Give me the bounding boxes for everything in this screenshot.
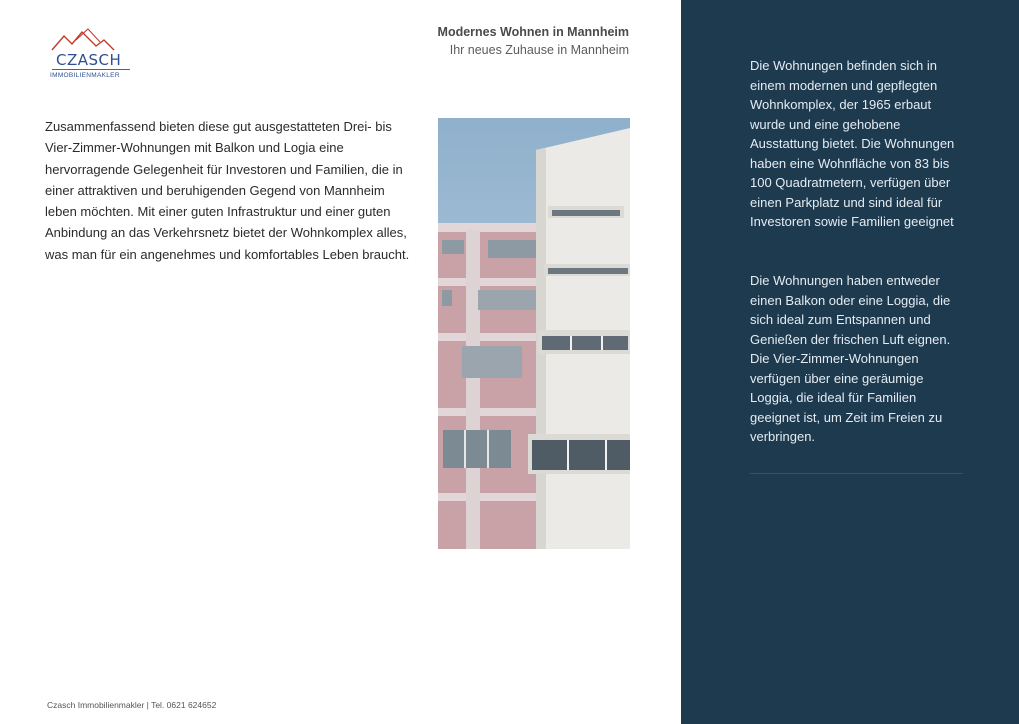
building-photo (438, 118, 630, 549)
footer-contact: Czasch Immobilienmakler | Tel. 0621 624652 (47, 700, 217, 710)
page-title: Modernes Wohnen in Mannheim (437, 25, 629, 39)
sidebar-divider (750, 473, 963, 474)
sidebar-paragraph-1: Die Wohnungen befinden sich in einem modernen und gepflegten Wohnkomplex, der 1965 erbaut wurde und eine gehobene Ausstattung bietet. Die Wohnungen haben eine Wohnfläche von 83 bis 100 Quadratmetern, verfügen über einen Parkplatz und sind ideal für Investoren sowie Familien geeignet (750, 58, 955, 229)
logo-divider (52, 69, 130, 70)
logo-subtitle: IMMOBILIENMAKLER (50, 72, 120, 79)
page-subtitle: Ihr neues Zuhause in Mannheim (449, 43, 629, 57)
company-logo (48, 28, 134, 84)
intro-paragraph: Zusammenfassend bieten diese gut ausgestatteten Drei- bis Vier-Zimmer-Wohnungen mit Balkon und Logia eine hervorragende Gelegenheit für Investoren und Familien, die in einer attraktiven und beruhigenden Gegend von Mannheim leben möchten. Mit einer guten Infrastruktur und einer guten Anbindung an das Verkehrsnetz bietet der Wohnkomplex alles, was man für ein angenehmes und komfortables Leben braucht. (45, 119, 410, 262)
logo-wordmark: CZASCH (56, 51, 122, 69)
sidebar-paragraph-2: Die Wohnungen haben entweder einen Balkon oder eine Loggia, die sich ideal zum Entspannen und Genießen der frischen Luft eignen. Die Vier-Zimmer-Wohnungen verfügen über eine geräumige Loggia, die ideal für Familien geeignet ist, um Zeit im Freien zu verbringen. (750, 273, 951, 444)
page-heading (438, 24, 629, 59)
